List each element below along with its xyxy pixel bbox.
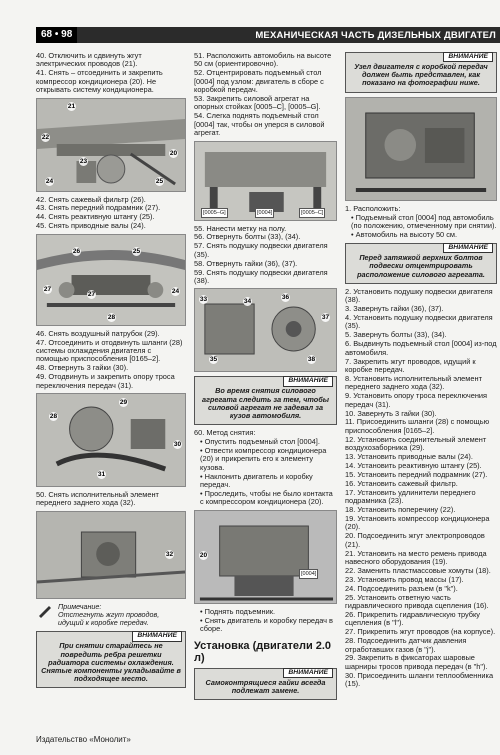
install-step: 10. Завернуть 3 гайки (30). (345, 408, 437, 418)
step-52: 52. Отцентрировать подъемный стол [0004] под узлом: двигатель в сборе с коробкой передач. (194, 68, 324, 95)
callout: 37 (321, 314, 330, 322)
warning-box (345, 52, 497, 93)
install-step: 16. Установить сажевый фильтр. (345, 478, 458, 488)
step-45: 45. Снять приводные валы (24). (36, 221, 146, 231)
section-heading: Установка (двигатели 2.0 л) (194, 639, 332, 664)
warning-text: При снятии старайтесь не повредить ребра решетки радиатора системы охлаждения. Снятые компоненты укладывайте в подходящее место. (41, 641, 181, 684)
warning-title: ВНИМАНИЕ (283, 668, 333, 678)
warning-box (194, 668, 337, 700)
warning-title: ВНИМАНИЕ (283, 376, 333, 386)
bullet: • Поднять подъемник. (200, 606, 275, 616)
install-step: 2. Установить подушку подвески двигателя (38). (345, 286, 493, 305)
step-40: 40. Отключить и сдвинуть жгут электрических проводов (21). (36, 51, 142, 69)
install-step: 30. Присоединить шланги теплообменника (15). (345, 670, 494, 689)
step-47: 47. Отсоединить и отодвинуть шланги (28) системы охлаждения двигателя с помощью приспособления [0165–2]. (36, 337, 183, 364)
step-44: 44. Снять реактивную штангу (25). (36, 212, 155, 222)
tool-label: [0004] (299, 569, 318, 579)
step-51: 51. Расположить автомобиль на высоте 50 см (ориентировочно). (194, 51, 332, 69)
step-43: 43. Снять передний подрамник (27). (36, 203, 161, 213)
warning-text: Узел двигателя с коробкой передач должен быть представлен, как показано на фотографии ниже. (354, 62, 488, 88)
warning-box (345, 243, 497, 284)
install-step: 4. Установить подушку подвески двигателя (35). (345, 313, 493, 331)
install-step: 28. Подсоединить датчик давления отработавших газов (в "j"). (345, 636, 467, 654)
note (36, 603, 186, 628)
callout: 22 (41, 133, 50, 141)
callout: 24 (45, 177, 54, 185)
publisher: Издательство «Монолит» (36, 735, 131, 744)
install-step: 26. Прикрепить гидравлическую трубку сцепления (в "l"). (345, 609, 481, 628)
bullet: • Отвести компрессор кондиционера (20) и прикрепить его к элементу кузова. (200, 446, 327, 472)
install-step: 12. Установить соединительный элемент воздухозаборника (29). (345, 434, 487, 453)
callout: 28 (49, 413, 58, 420)
tool-label: [0005–G] (201, 208, 228, 218)
photo-subframe (36, 234, 186, 326)
tool-label: [0004] (255, 208, 274, 218)
callout: 28 (107, 313, 116, 321)
install-step: 13. Установить приводные валы (24). (345, 452, 473, 462)
callout: 30 (173, 441, 182, 448)
tool-label: [0005–C] (299, 208, 325, 218)
photo-lift-table (194, 141, 337, 221)
step-55: 55. Нанести метку на полу. (194, 223, 287, 233)
warning-title: ВНИМАНИЕ (132, 631, 182, 641)
install-step: 6. Выдвинуть подъемный стол [0004] из-под автомобиля. (345, 339, 497, 357)
install-step: 11. Присоединить шланги (28) с помощью приспособления [0165–2]. (345, 417, 490, 435)
callout: 36 (281, 294, 290, 302)
column-left (36, 52, 186, 692)
photo-hoses (36, 393, 186, 487)
step-57: 57. Снять подушку подвески двигателя (35). (194, 241, 328, 259)
install-step: 27. Прикрепить жгут проводов (на корпусе). (345, 627, 496, 637)
step-50: 50. Снять исполнительный элемент переднего заднего хода (32). (36, 490, 159, 508)
column-right (345, 52, 497, 689)
step-56: 56. Отвернуть болты (33), (34). (194, 232, 301, 242)
callout: 20 (169, 149, 178, 157)
step-1: 1. Расположить: (345, 203, 401, 213)
install-step: 5. Завернуть болты (33), (34). (345, 330, 447, 340)
callout: 23 (79, 157, 88, 165)
callout: 25 (155, 177, 164, 185)
warning-text: Во время снятия силового агрегата следить за тем, чтобы силовой агрегат не задевал за кузов автомобиля. (202, 386, 329, 421)
install-step: 23. Установить провод массы (17). (345, 574, 464, 584)
bullet: • Опустить подъемный стол [0004]. (200, 437, 320, 447)
install-step: 18. Установить поперечину (22). (345, 505, 456, 514)
photo-engine-assembly (345, 97, 497, 201)
bullet: • Подъемный стол [0004] под автомобиль (по положению, отмеченному при снятии). (351, 212, 497, 230)
step-49: 49. Отодвинуть и закрепить опору троса переключения передач (31). (36, 372, 175, 390)
install-step: 25. Установить ответную часть гидравлического привода сцепления (16). (345, 592, 489, 610)
install-step: 20. Подсоединить жгут электропроводов (21). (345, 531, 485, 549)
callout: 32 (165, 550, 174, 558)
page-number: 68 • 98 (36, 27, 77, 43)
install-step: 24. Подсоединить разъем (в "k"). (345, 583, 458, 593)
install-steps (345, 288, 497, 689)
bullet: • Проследить, чтобы не было контакта с компрессором кондиционера (20). (200, 489, 333, 507)
photo-compressor (36, 98, 186, 192)
bullet: • Снять двигатель и коробку передач в сборе. (200, 615, 333, 634)
install-step: 21. Установить на место ремень привода навесного оборудования (19). (345, 548, 487, 566)
note-title: Примечание: (58, 601, 102, 611)
warning-text: Перед затяжкой верхних болтов подвески отцентрировать расположение силового агрегата. (357, 253, 485, 279)
callout: 27 (43, 285, 52, 293)
callout: 38 (307, 356, 316, 364)
step-46: 46. Снять воздушный патрубок (29). (36, 328, 160, 338)
install-step: 3. Завернуть гайки (36), (37). (345, 304, 444, 314)
install-step: 15. Установить передний подрамник (27). (345, 469, 488, 479)
warning-box (36, 631, 186, 688)
step-42: 42. Снять сажевый фильтр (26). (36, 194, 146, 204)
install-step: 17. Установить удлинители переднего подрамника (23). (345, 487, 476, 506)
page-header (36, 27, 500, 43)
warning-title: ВНИМАНИЕ (443, 52, 493, 62)
callout: 29 (119, 399, 128, 406)
callout: 33 (199, 296, 208, 304)
step-58: 58. Отвернуть гайки (36), (37). (194, 258, 298, 268)
step-53: 53. Закрепить силовой агрегат на опорных стойках [0005–C], [0005–G]. (194, 94, 321, 112)
warning-title: ВНИМАНИЕ (443, 243, 493, 253)
photo-mounts (194, 288, 337, 372)
install-step: 7. Закрепить жгут проводов, идущий к коробке передач. (345, 356, 476, 374)
wrench-icon (36, 603, 54, 619)
chapter-title: МЕХАНИЧЕСКАЯ ЧАСТЬ ДИЗЕЛЬНЫХ ДВИГАТЕЛ (255, 29, 496, 41)
callout: 26 (72, 247, 81, 255)
install-step: 22. Заменить пластмассовые хомуты (18). (345, 565, 491, 575)
warning-text: Самоконтрящиеся гайки всегда подлежат замене. (205, 677, 326, 695)
callout: 27 (87, 290, 96, 298)
install-step: 19. Установить компрессор кондиционера (20). (345, 513, 490, 532)
warning-box (194, 376, 337, 425)
callout: 31 (97, 471, 106, 478)
install-step: 9. Установить опору троса переключения передач (31). (345, 391, 488, 409)
callout: 34 (243, 298, 252, 306)
callout: 24 (171, 287, 180, 295)
install-step: 29. Закрепить в фиксаторах шаровые шарниры тросов привода передач (в "h"). (345, 653, 488, 671)
callout: 25 (132, 247, 141, 255)
bullet: • Автомобиль на высоту 50 см. (351, 229, 458, 239)
photo-removal (194, 510, 337, 604)
callout: 20 (199, 551, 208, 559)
install-step: 14. Установить реактивную штангу (25). (345, 460, 482, 470)
step-41: 41. Снять – отсоединить и закрепить компрессор кондиционера (20). Не открывать систему кондиционера. (36, 68, 163, 95)
install-step: 8. Установить исполнительный элемент переднего заднего хода (32). (345, 373, 482, 392)
callout: 35 (209, 356, 218, 364)
bullet: • Наклонить двигатель и коробку передач. (200, 471, 313, 490)
note-text: Отстегнуть жгут проводов, идущий к коробке передач. (58, 610, 160, 628)
step-54: 54. Слегка поднять подъемный стол [0004] так, чтобы он уперся в силовой агрегат. (194, 111, 325, 138)
column-middle (194, 52, 337, 704)
step-48: 48. Отвернуть 3 гайки (30). (36, 363, 129, 373)
callout: 21 (67, 102, 76, 110)
step-60: 60. Метод снятия: (194, 428, 256, 438)
photo-actuator (36, 511, 186, 599)
step-59: 59. Снять подушку подвески двигателя (38). (194, 267, 328, 285)
